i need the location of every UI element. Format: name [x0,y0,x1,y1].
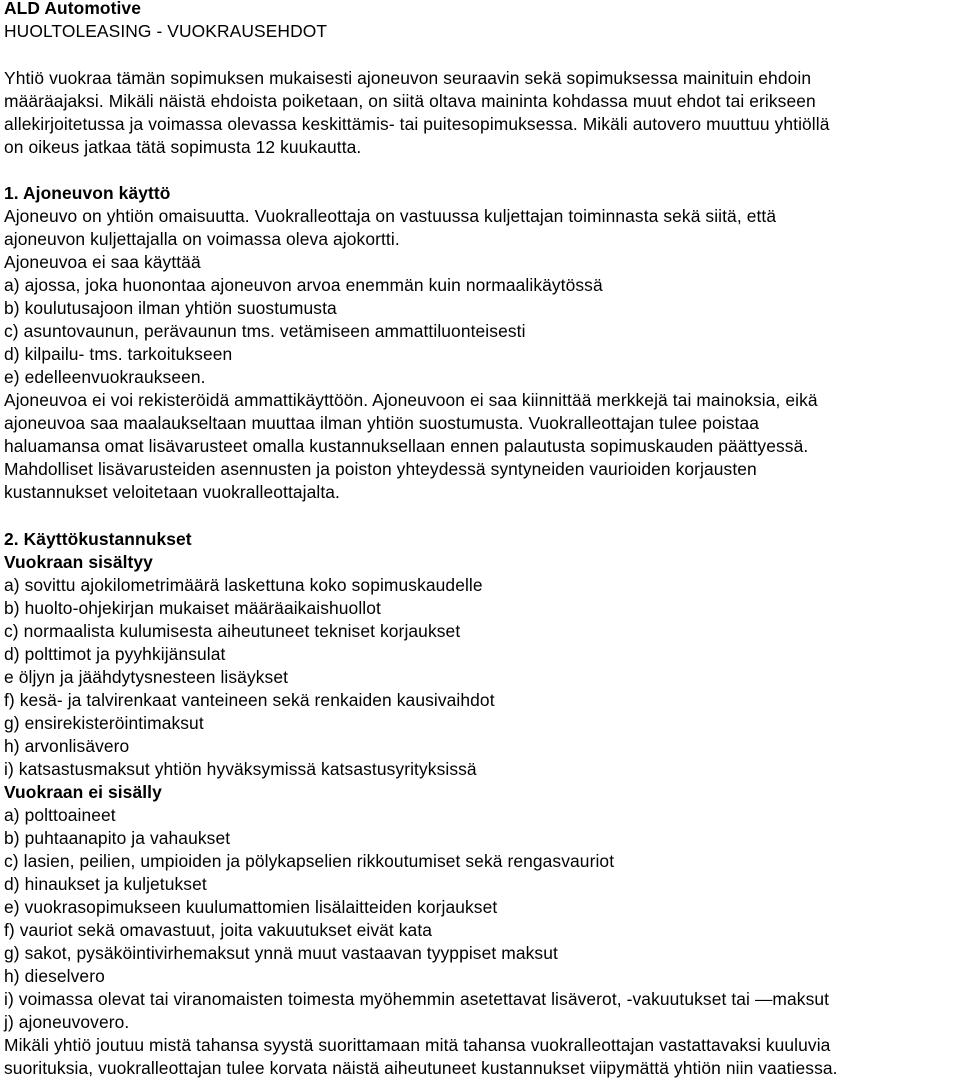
section1-line: Ajoneuvoa ei saa käyttää [4,252,201,272]
excluded-heading: Vuokraan ei sisälly [4,782,162,802]
section1-list-item: e) edelleenvuokraukseen. [4,367,206,387]
section1-list-item: b) koulutusajoon ilman yhtiön suostumusta [4,298,337,318]
included-item: a) sovittu ajokilometrimäärä laskettuna koko sopimuskaudelle [4,575,483,595]
included-item: e öljyn ja jäähdytysnesteen lisäykset [4,667,289,687]
excluded-item: i) voimassa olevat tai viranomaisten toimesta myöhemmin asetettavat lisäverot, -vakuutukset tai —maksut [4,989,830,1009]
section1-line: Ajoneuvo on yhtiön omaisuutta. Vuokralleottaja on vastuussa kuljettajan toiminnasta sekä siitä, että [4,206,777,226]
included-item: h) arvonlisävero [4,736,130,756]
section1-line: ajoneuvon kuljettajalla on voimassa oleva ajokortti. [4,229,400,249]
included-item: i) katsastusmaksut yhtiön hyväksymissä katsastusyrityksissä [4,759,477,779]
section1-list-item: d) kilpailu- tms. tarkoitukseen [4,344,233,364]
section1-line: ajoneuvoa saa maalaukseltaan muuttaa ilman yhtiön suostumusta. Vuokralleottajan tulee poistaa [4,413,759,433]
section1-line: Ajoneuvoa ei voi rekisteröidä ammattikäyttöön. Ajoneuvoon ei saa kiinnittää merkkejä tai mainoksia, eikä [4,390,818,410]
intro-line: on oikeus jatkaa tätä sopimusta 12 kuukautta. [4,137,362,157]
excluded-item: j) ajoneuvovero. [4,1012,130,1032]
included-item: b) huolto-ohjekirjan mukaiset määräaikaishuollot [4,598,381,618]
section1-line: Mahdolliset lisävarusteiden asennusten ja poiston yhteydessä syntyneiden vaurioiden korjausten [4,459,757,479]
intro-line: allekirjoitetussa ja voimassa olevassa keskittämis- tai puitesopimuksessa. Mikäli autovero muuttuu yhtiöllä [4,114,830,134]
excluded-item: e) vuokrasopimukseen kuulumattomien lisälaitteiden korjaukset [4,897,498,917]
included-item: f) kesä- ja talvirenkaat vanteineen sekä renkaiden kausivaihdot [4,690,495,710]
section2-heading: 2. Käyttökustannukset [4,529,192,549]
section1-heading: 1. Ajoneuvon käyttö [4,183,171,203]
intro-line: määräajaksi. Mikäli näistä ehdoista poiketaan, on siitä oltava maininta kohdassa muut ehdot tai erikseen [4,91,816,111]
included-heading: Vuokraan sisältyy [4,552,153,572]
section1-line: haluamansa omat lisävarusteet omalla kustannuksellaan ennen palautusta sopimuskauden päättyessä. [4,436,809,456]
section1-line: kustannukset veloitetaan vuokralleottajalta. [4,482,340,502]
included-item: d) polttimot ja pyyhkijänsulat [4,644,226,664]
included-item: c) normaalista kulumisesta aiheutuneet tekniset korjaukset [4,621,461,641]
excluded-item: h) dieselvero [4,966,105,986]
closing-line: Mikäli yhtiö joutuu mistä tahansa syystä suorittamaan mitä tahansa vuokralleottajan vastattavaksi kuuluvia [4,1035,831,1055]
excluded-item: a) polttoaineet [4,805,116,825]
section1-list-item: c) asuntovaunun, perävaunun tms. vetämiseen ammattiluonteisesti [4,321,526,341]
excluded-item: g) sakot, pysäköintivirhemaksut ynnä muut vastaavan tyyppiset maksut [4,943,558,963]
section1-list-item: a) ajossa, joka huonontaa ajoneuvon arvoa enemmän kuin normaalikäytössä [4,275,603,295]
excluded-item: b) puhtaanapito ja vahaukset [4,828,231,848]
document-title: HUOLTOLEASING - VUOKRAUSEHDOT [4,21,328,41]
excluded-item: f) vauriot sekä omavastuut, joita vakuutukset eivät kata [4,920,433,940]
closing-line: suorituksia, vuokralleottajan tulee korvata näistä aiheutuneet kustannukset viipymättä yhtiön niin vaatiessa. [4,1058,838,1078]
company-name: ALD Automotive [4,0,141,18]
intro-line: Yhtiö vuokraa tämän sopimuksen mukaisesti ajoneuvon seuraavin sekä sopimuksessa mainituin ehdoin [4,68,812,88]
excluded-item: c) lasien, peilien, umpioiden ja pölykapselien rikkoutumiset sekä rengasvauriot [4,851,615,871]
included-item: g) ensirekisteröintimaksut [4,713,204,733]
excluded-item: d) hinaukset ja kuljetukset [4,874,207,894]
